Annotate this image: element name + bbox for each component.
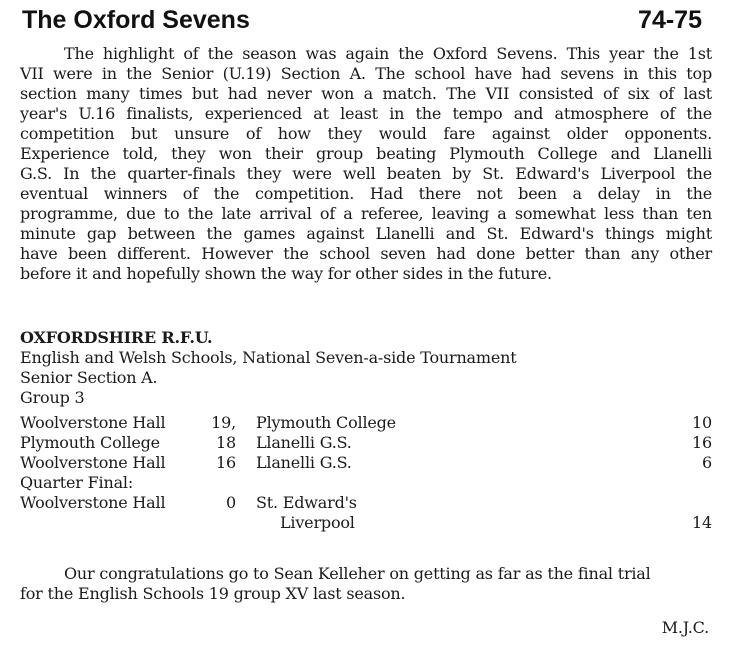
result-row	[20, 413, 712, 433]
tournament-info	[20, 328, 712, 408]
team-home: Woolverstone Hall	[20, 453, 166, 472]
tournament-heading: OXFORDSHIRE R.F.U.	[20, 328, 213, 347]
report-line: have been different. However the school seven had done better than any other	[20, 244, 712, 263]
congratulations-line: for the English Schools 19 group XV last season.	[20, 584, 406, 603]
score-home: 16	[216, 453, 236, 472]
score-home: 18	[216, 433, 236, 452]
score-home: 19,	[211, 413, 236, 432]
report-line: eventual winners of the competition. Had there not been a delay in the	[20, 184, 712, 203]
report-line: programme, due to the late arrival of a referee, leaving a somewhat less than ten	[20, 204, 712, 223]
team-away: St. Edward's	[256, 493, 357, 512]
tournament-group: Group 3	[20, 388, 85, 407]
team-away-continued: Liverpool	[280, 513, 355, 532]
report-line: The highlight of the season was again the Oxford Sevens. This year the 1st	[64, 44, 712, 63]
page-header	[22, 6, 702, 40]
report-line: competition but unsure of how they would fare against older opponents.	[20, 124, 712, 143]
report-line: year's U.16 finalists, experienced at least in the tempo and atmosphere of the	[20, 104, 712, 123]
quarter-final-row	[20, 493, 712, 513]
report-paragraph	[20, 44, 712, 284]
quarter-final-row-continued	[20, 513, 712, 533]
score-away: 14	[692, 513, 712, 532]
team-home: Plymouth College	[20, 433, 160, 452]
score-away: 10	[692, 413, 712, 432]
report-line: minute gap between the games against Llanelli and St. Edward's things might	[20, 224, 712, 243]
tournament-name: English and Welsh Schools, National Seven-a-side Tournament	[20, 348, 517, 367]
team-home: Woolverstone Hall	[20, 493, 166, 512]
report-line: before it and hopefully shown the way for other sides in the future.	[20, 264, 552, 283]
congratulations-line: Our congratulations go to Sean Kelleher on getting as far as the final trial	[64, 564, 651, 583]
score-home: 0	[226, 493, 236, 512]
tournament-section: Senior Section A.	[20, 368, 158, 387]
score-away: 6	[702, 453, 712, 472]
quarter-final-label: Quarter Final:	[20, 473, 134, 492]
signature: M.J.C.	[661, 618, 709, 637]
report-line: Experience told, they won their group beating Plymouth College and Llanelli	[20, 144, 712, 163]
season-year: 74-75	[638, 6, 702, 34]
quarter-final-label-row	[20, 473, 712, 493]
congratulations-paragraph	[20, 564, 712, 604]
report-line: VII were in the Senior (U.19) Section A. The school have had sevens in this top	[20, 64, 712, 83]
result-row	[20, 453, 712, 473]
page-title: The Oxford Sevens	[22, 6, 250, 34]
result-row	[20, 433, 712, 453]
score-away: 16	[692, 433, 712, 452]
team-away: Llanelli G.S.	[256, 453, 352, 472]
team-home: Woolverstone Hall	[20, 413, 166, 432]
results-table	[20, 413, 712, 533]
report-line: G.S. In the quarter-finals they were well beaten by St. Edward's Liverpool the	[20, 164, 712, 183]
team-away: Plymouth College	[256, 413, 396, 432]
team-away: Llanelli G.S.	[256, 433, 352, 452]
report-line: section many times but had never won a match. The VII consisted of six of last	[20, 84, 712, 103]
